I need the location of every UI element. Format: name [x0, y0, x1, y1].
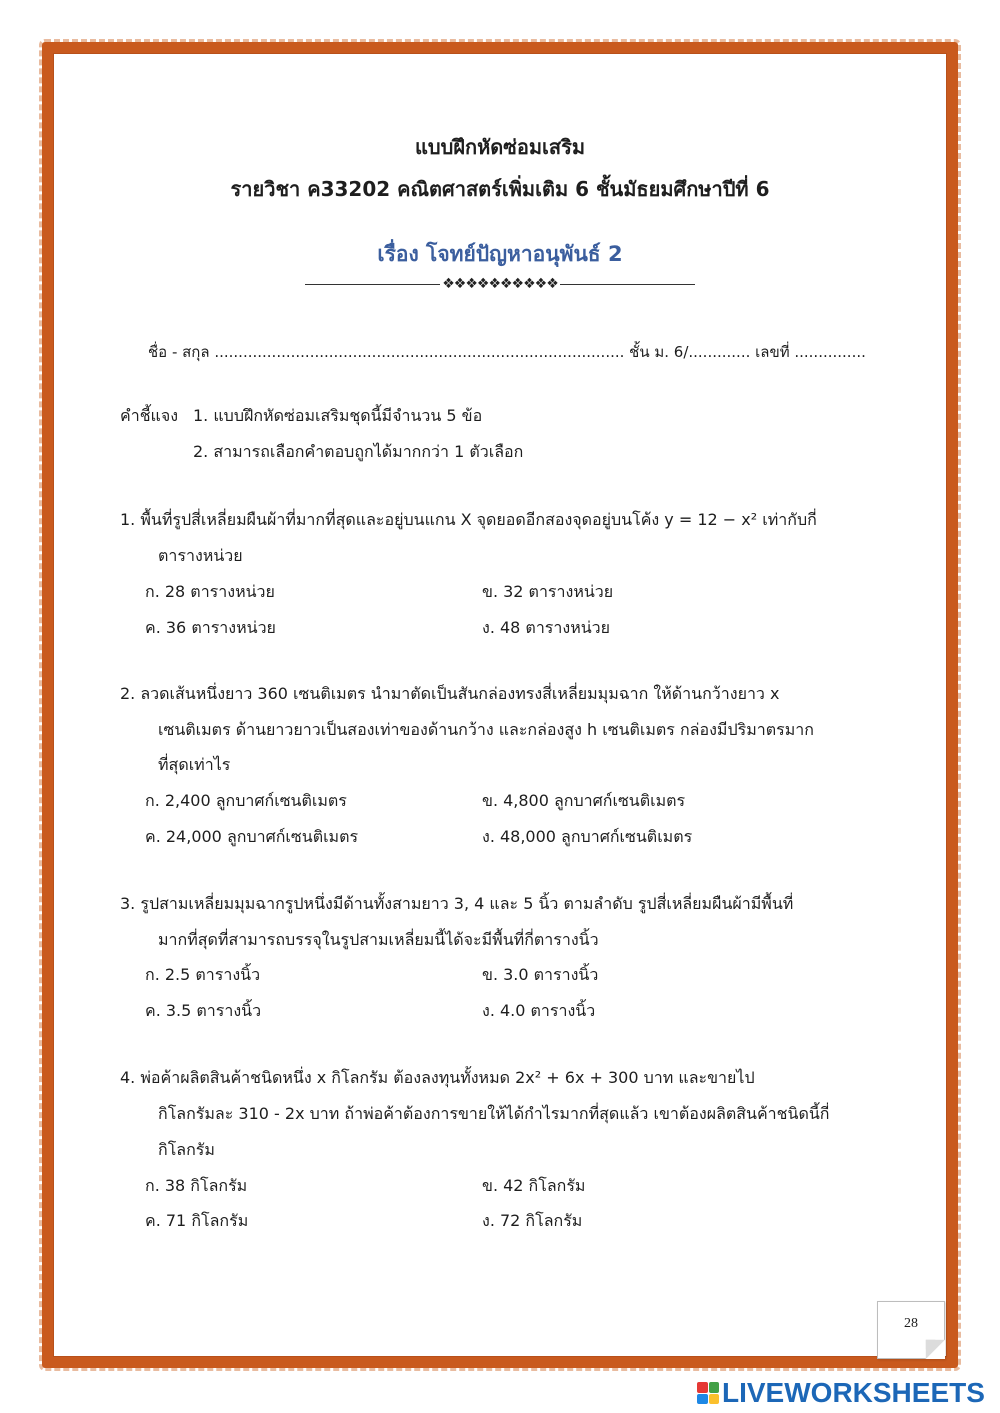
ornamental-divider [0, 276, 1000, 292]
question-4-choice-a[interactable]: ก. 38 กิโลกรัม [145, 1176, 248, 1195]
question-3-choice-c[interactable]: ค. 3.5 ตารางนิ้ว [145, 1001, 262, 1020]
question-3-choice-d[interactable]: ง. 4.0 ตารางนิ้ว [482, 1001, 596, 1020]
question-1-choice-c[interactable]: ค. 36 ตารางหน่วย [145, 618, 276, 637]
question-4-choice-d[interactable]: ง. 72 กิโลกรัม [482, 1211, 583, 1230]
instructions-label: คำชี้แจง [120, 406, 179, 425]
question-4-choice-b[interactable]: ข. 42 กิโลกรัม [482, 1176, 586, 1195]
page-number: 28 [904, 1316, 918, 1331]
question-1-choice-a[interactable]: ก. 28 ตารางหน่วย [145, 582, 275, 601]
liveworksheets-logo-icon [697, 1382, 719, 1404]
question-4-text-cont: กิโลกรัมละ 310 - 2x บาท ถ้าพ่อค้าต้องการขายให้ได้กำไรมากที่สุดแล้ว เขาต้องผลิตสินค้าชนิดนี้กี่ [158, 1104, 830, 1123]
question-4-text-cont2: กิโลกรัม [158, 1140, 215, 1159]
question-4-choice-c[interactable]: ค. 71 กิโลกรัม [145, 1211, 249, 1230]
question-2-choice-c[interactable]: ค. 24,000 ลูกบาศก์เซนติเมตร [145, 827, 359, 846]
question-2-choice-d[interactable]: ง. 48,000 ลูกบาศก์เซนติเมตร [482, 827, 693, 846]
question-4-text: 4. พ่อค้าผลิตสินค้าชนิดหนึ่ง x กิโลกรัม ต้องลงทุนทั้งหมด 2x² + 6x + 300 บาท และขายไป [120, 1068, 755, 1087]
question-3-text: 3. รูปสามเหลี่ยมมุมฉากรูปหนึ่งมีด้านทั้งสามยาว 3, 4 และ 5 นิ้ว ตามลำดับ รูปสี่เหลี่ยมผืนผ้ามีพื้นที่ [120, 894, 794, 913]
instruction-item-1: 1. แบบฝึกหัดซ่อมเสริมชุดนี้มีจำนวน 5 ข้อ [193, 406, 483, 425]
question-1-text-cont: ตารางหน่วย [158, 546, 243, 565]
page-curl-icon [926, 1340, 945, 1359]
liveworksheets-wordmark: LIVEWORKSHEETS [722, 1377, 985, 1408]
divider-line-left [305, 284, 440, 285]
question-2-choice-a[interactable]: ก. 2,400 ลูกบาศก์เซนติเมตร [145, 791, 347, 810]
question-1-choice-d[interactable]: ง. 48 ตารางหน่วย [482, 618, 611, 637]
question-2-text: 2. ลวดเส้นหนึ่งยาว 360 เซนติเมตร นำมาตัดเป็นสันกล่องทรงสี่เหลี่ยมมุมฉาก ให้ด้านกว้างยาว x [120, 684, 780, 703]
question-2-text-cont: เซนติเมตร ด้านยาวยาวเป็นสองเท่าของด้านกว้าง และกล่องสูง h เซนติเมตร กล่องมีปริมาตรมาก [158, 720, 814, 739]
question-1-text: 1. พื้นที่รูปสี่เหลี่ยมผืนผ้าที่มากที่สุดและอยู่บนแกน X จุดยอดอีกสองจุดอยู่บนโค้ง y = 12 − x² เท่ากับกี่ [120, 510, 817, 529]
student-info-line: ชื่อ - สกุล ...................................................................................... ชั้น ม. 6/............. เลขที่ ............... [148, 343, 866, 361]
question-2-choice-b[interactable]: ข. 4,800 ลูกบาศก์เซนติเมตร [482, 791, 686, 810]
question-3-choice-a[interactable]: ก. 2.5 ตารางนิ้ว [145, 965, 261, 984]
question-3-text-cont: มากที่สุดที่สามารถบรรจุในรูปสามเหลี่ยมนี้ได้จะมีพื้นที่กี่ตารางนิ้ว [158, 930, 599, 949]
page-number-box [877, 1301, 945, 1359]
question-3-choice-b[interactable]: ข. 3.0 ตารางนิ้ว [482, 965, 599, 984]
question-2-text-cont2: ที่สุดเท่าไร [158, 755, 231, 774]
course-subtitle: รายวิชา ค33202 คณิตศาสตร์เพิ่มเติม 6 ชั้นมัธยมศึกษาปีที่ 6 [230, 177, 770, 201]
question-1-choice-b[interactable]: ข. 32 ตารางหน่วย [482, 582, 614, 601]
divider-line-right [560, 284, 695, 285]
topic-title: เรื่อง โจทย์ปัญหาอนุพันธ์ 2 [377, 242, 623, 266]
instruction-item-2: 2. สามารถเลือกคำตอบถูกได้มากกว่า 1 ตัวเลือก [193, 442, 524, 461]
worksheet-title: แบบฝึกหัดซ่อมเสริม [414, 135, 586, 159]
liveworksheets-logo [697, 1378, 985, 1408]
diamond-ornament: ❖❖❖❖❖❖❖❖❖❖ [442, 276, 558, 292]
